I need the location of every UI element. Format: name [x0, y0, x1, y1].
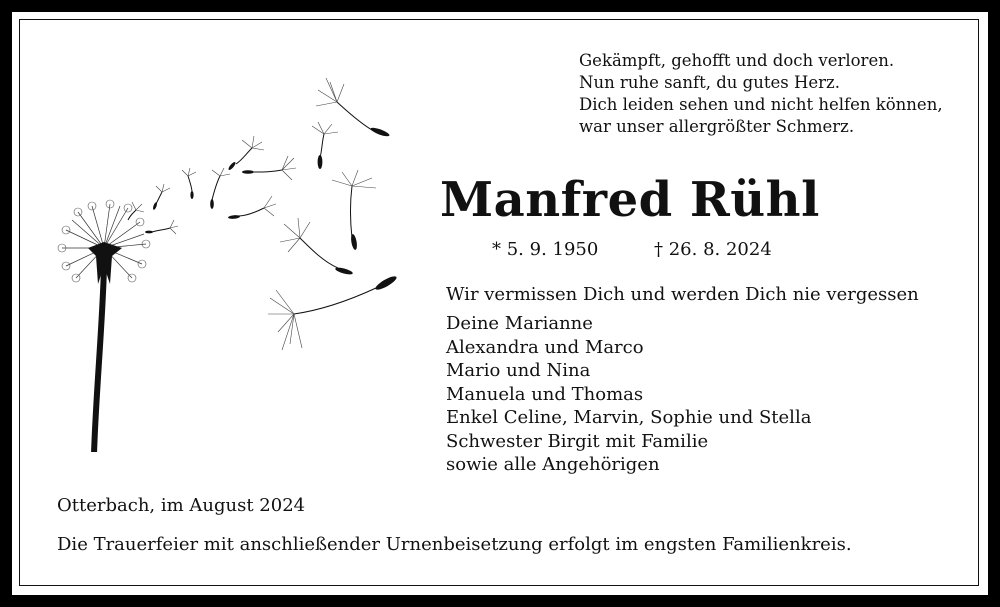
place-date: Otterbach, im August 2024 [57, 495, 306, 516]
deceased-name: Manfred Rühl [440, 172, 820, 228]
poem-line: war unser allergrößter Schmerz. [579, 117, 855, 136]
farewell-message: Wir vermissen Dich und werden Dich nie vergessen [446, 284, 919, 305]
funeral-notice: Die Trauerfeier mit anschließender Urnenbeisetzung erfolgt im engsten Familienkreis. [57, 534, 852, 555]
mourner: Alexandra und Marco [446, 336, 644, 358]
death-date: † 26. 8. 2024 [654, 239, 772, 260]
mourners-list [446, 312, 811, 477]
mourner: Schwester Birgit mit Familie [446, 430, 709, 452]
poem-line: Dich leiden sehen und nicht helfen können, [579, 95, 943, 114]
obituary-card [12, 12, 988, 595]
poem-line: Gekämpft, gehofft und doch verloren. [579, 51, 895, 70]
dandelion-seeds-illustration [32, 52, 412, 452]
mourner: sowie alle Angehörigen [446, 454, 660, 475]
poem [579, 50, 943, 138]
mourner: Mario und Nina [446, 360, 591, 381]
birth-date: * 5. 9. 1950 [492, 239, 599, 260]
mourner: Manuela und Thomas [446, 383, 644, 405]
poem-line: Nun ruhe sanft, du gutes Herz. [579, 73, 840, 92]
mourner: Enkel Celine, Marvin, Sophie und Stella [446, 407, 812, 428]
mourner: Deine Marianne [446, 313, 593, 334]
